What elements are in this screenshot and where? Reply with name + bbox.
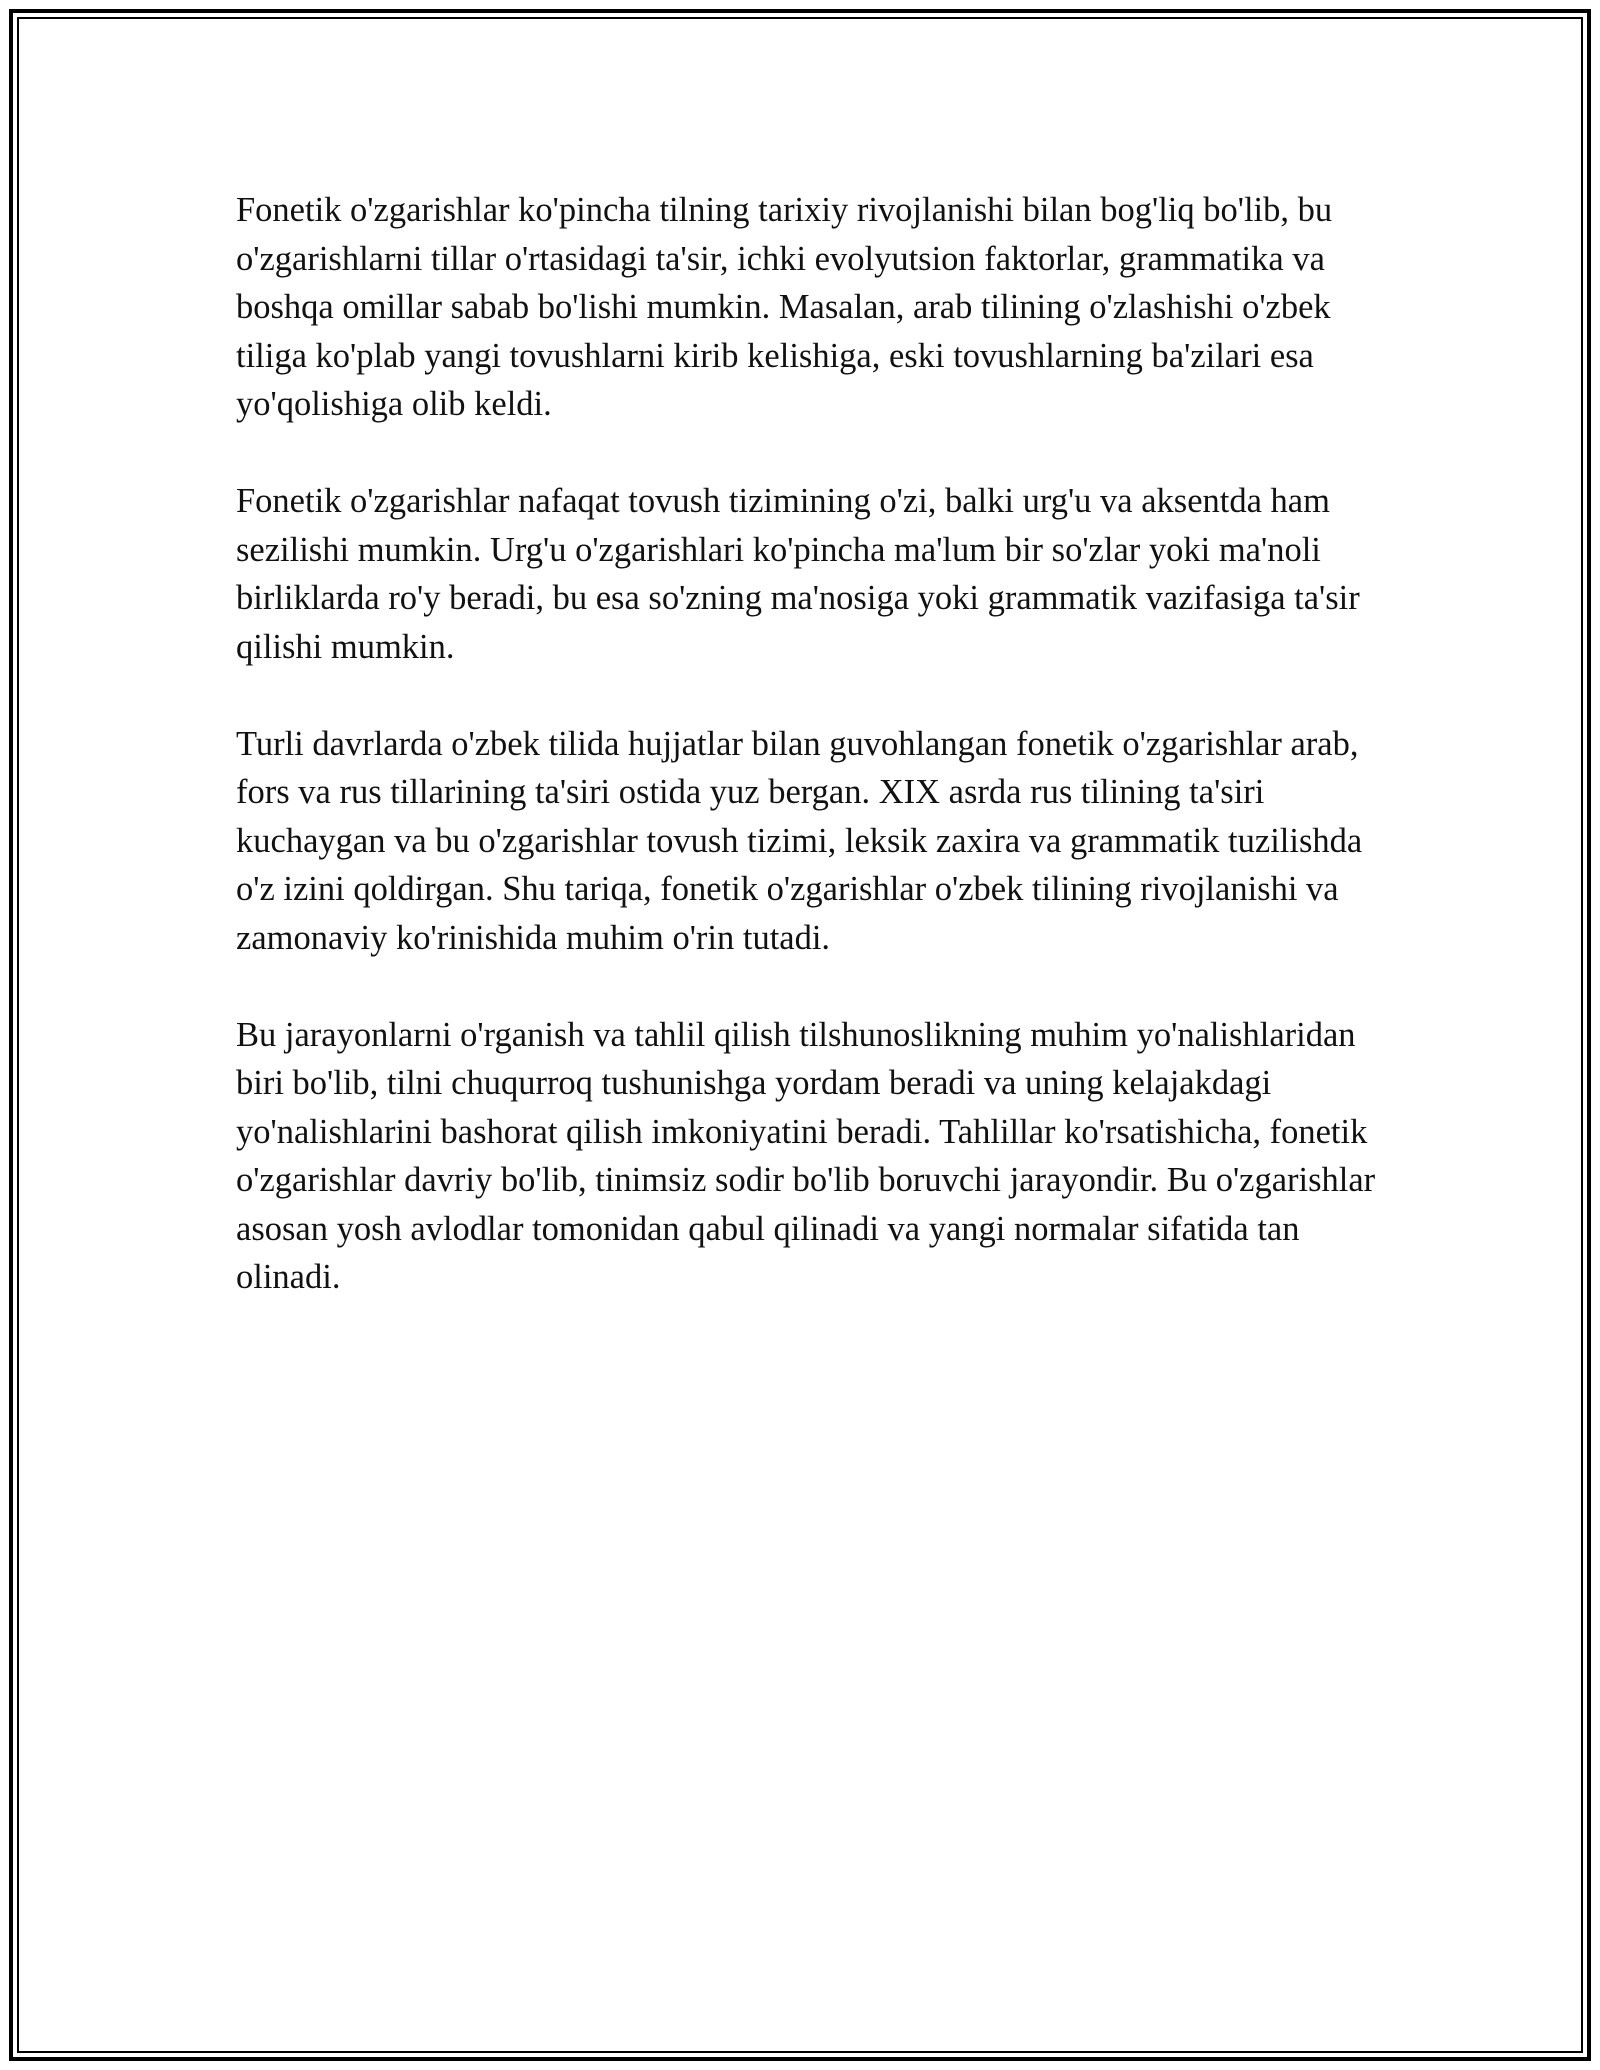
paragraph-3: Turli davrlarda o'zbek tilida hujjatlar bilan guvohlangan fonetik o'zgarishlar arab, fors va rus tillarining ta'siri ostida yuz bergan. XIX asrda rus tilining ta'siri kuchaygan va bu o'zgarishlar tovush tizimi, leksik zaxira va grammatik tuzilishda o'z izini qoldirgan. Shu tariqa, fonetik o'zgarishlar o'zbek tilining rivojlanishi va zamonaviy ko'rinishida muhim o'rin tutadi. xyxy=(236,724,1363,957)
paragraph-4: Bu jarayonlarni o'rganish va tahlil qilish tilshunoslikning muhim yo'nalishlaridan biri bo'lib, tilni chuqurroq tushunishga yordam beradi va uning kelajakdagi yo'nalishlarini bashorat qilish imkoniyatini beradi. Tahlillar ko'rsatishicha, fonetik o'zgarishlar davriy bo'lib, tinimsiz sodir bo'lib boruvchi jarayondir. Bu o'zgarishlar asosan yosh avlodlar tomonidan qabul qilinadi va yangi normalar sifatida tan olinadi. xyxy=(236,1015,1376,1296)
paragraph-2: Fonetik o'zgarishlar nafaqat tovush tizimining o'zi, balki urg'u va aksentda ham sezilishi mumkin. Urg'u o'zgarishlari ko'pincha ma'lum bir so'zlar yoki ma'noli birliklarda ro'y beradi, bu esa so'zning ma'nosiga yoki grammatik vazifasiga ta'sir qilishi mumkin. xyxy=(236,482,1360,666)
paragraph-1: Fonetik o'zgarishlar ko'pincha tilning tarixiy rivojlanishi bilan bog'liq bo'lib, bu o'zgarishlarni tillar o'rtasidagi ta'sir, ichki evolyutsion faktorlar, grammatika va boshqa omillar sabab bo'lishi mumkin. Masalan, arab tilining o'zlashishi o'zbek tiliga ko'plab yangi tovushlarni kirib kelishiga, eski tovushlarning ba'zilari esa yo'qolishiga olib keldi. xyxy=(236,191,1333,423)
document-body xyxy=(236,186,1386,1350)
